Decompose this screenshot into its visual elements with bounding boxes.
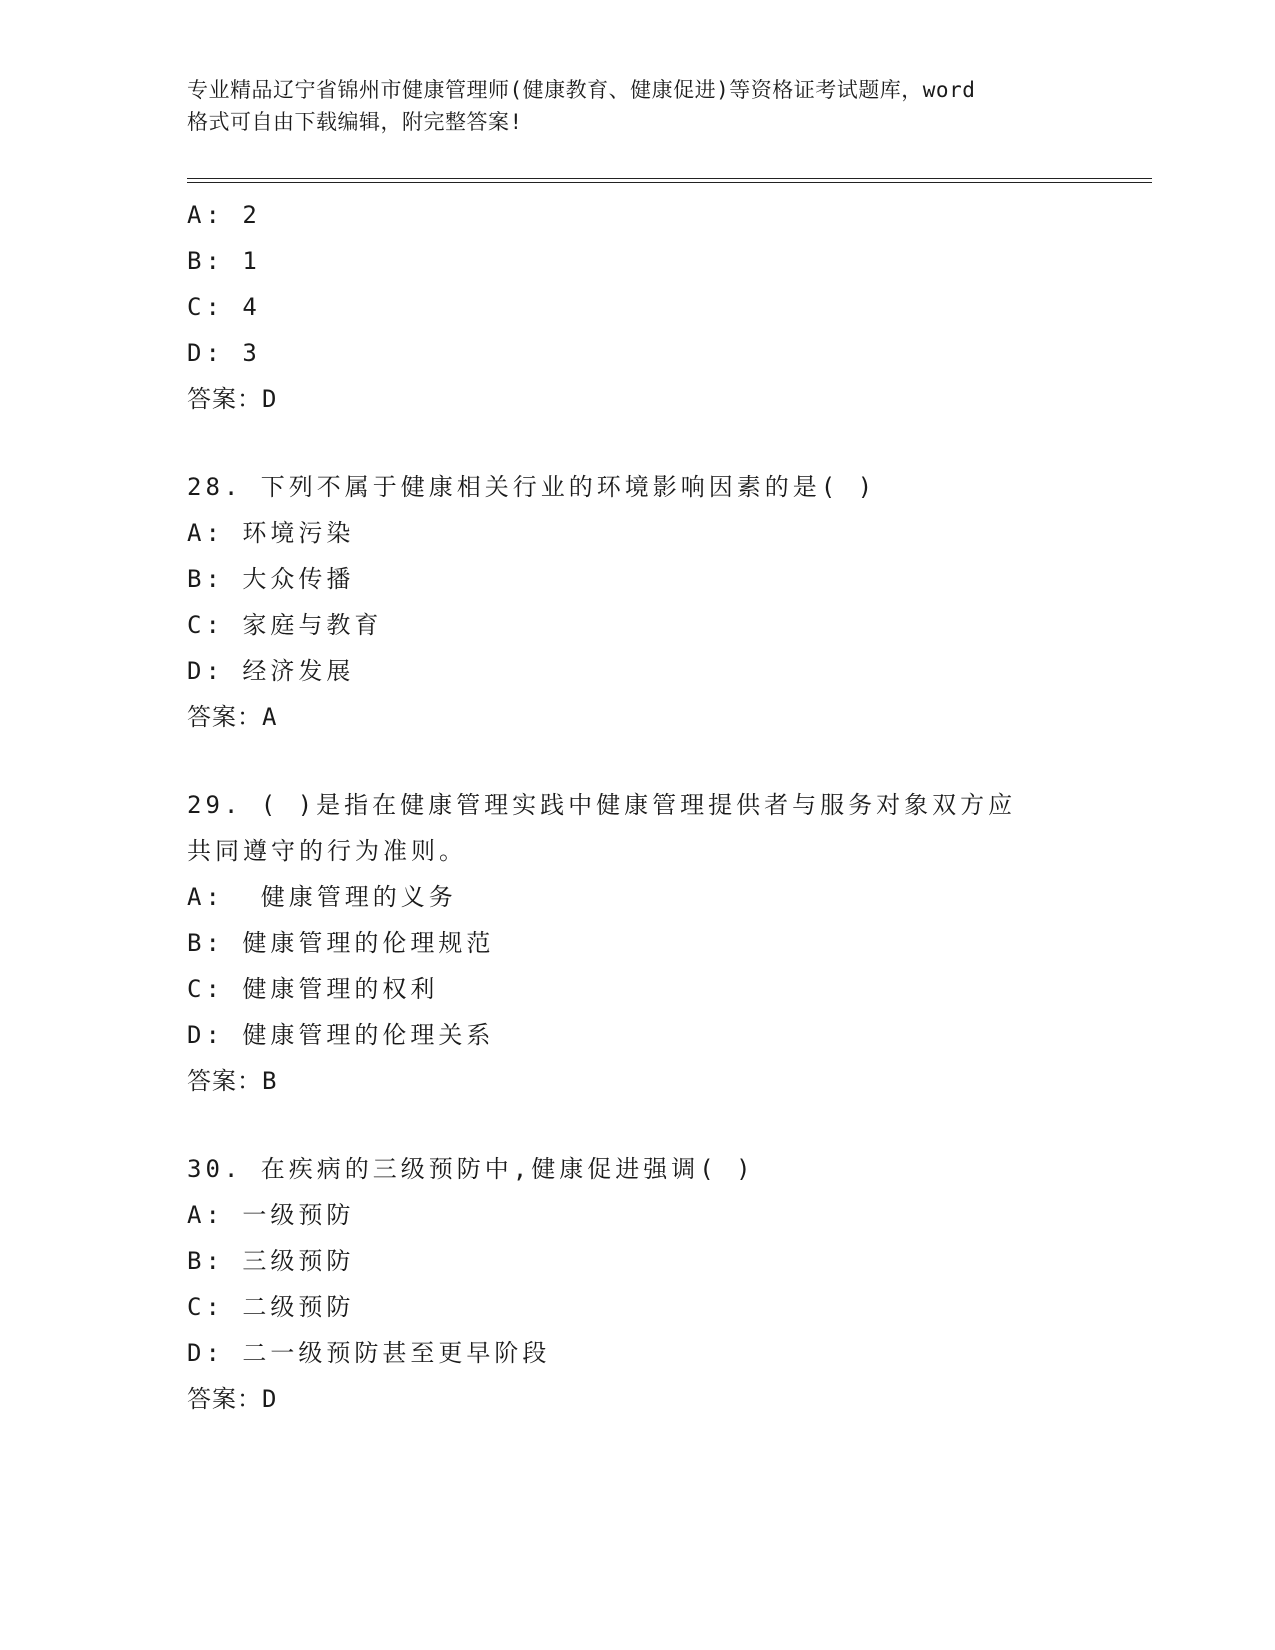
option-b: B: 大众传播 bbox=[187, 565, 355, 593]
document-header bbox=[187, 74, 1087, 138]
option-c: C: 二级预防 bbox=[187, 1293, 355, 1321]
option-a: A: 一级预防 bbox=[187, 1201, 355, 1229]
option-c: C: 家庭与教育 bbox=[187, 611, 383, 639]
question-stem-line-2: 共同遵守的行为准则。 bbox=[187, 837, 467, 865]
spacer bbox=[187, 740, 1087, 782]
option-b: B: 三级预防 bbox=[187, 1247, 355, 1275]
header-rule-bottom bbox=[187, 182, 1152, 183]
header-rule-top bbox=[187, 178, 1152, 179]
spacer bbox=[187, 1104, 1087, 1146]
question-29 bbox=[187, 782, 1087, 1104]
option-d: D: 3 bbox=[187, 339, 261, 367]
question-30 bbox=[187, 1146, 1087, 1422]
question-28 bbox=[187, 464, 1087, 740]
question-stem-line-1: 29. ( )是指在健康管理实践中健康管理提供者与服务对象双方应 bbox=[187, 791, 1017, 819]
option-a: A: 2 bbox=[187, 201, 261, 229]
spacer bbox=[187, 422, 1087, 464]
answer-line: 答案：D bbox=[187, 1385, 278, 1413]
answer-line: 答案：B bbox=[187, 1067, 278, 1095]
option-a: A: 环境污染 bbox=[187, 519, 355, 547]
answer-line: 答案：D bbox=[187, 385, 278, 413]
answer-line: 答案：A bbox=[187, 703, 278, 731]
header-line-1: 专业精品辽宁省锦州市健康管理师(健康教育、健康促进)等资格证考试题库，word bbox=[187, 78, 976, 102]
option-c: C: 4 bbox=[187, 293, 261, 321]
question-27-tail bbox=[187, 192, 1087, 422]
header-line-2: 格式可自由下载编辑，附完整答案! bbox=[187, 110, 523, 134]
option-d: D: 经济发展 bbox=[187, 657, 355, 685]
option-d: D: 二一级预防甚至更早阶段 bbox=[187, 1339, 551, 1367]
option-c: C: 健康管理的权利 bbox=[187, 975, 439, 1003]
question-stem: 30. 在疾病的三级预防中,健康促进强调( ) bbox=[187, 1155, 755, 1183]
option-b: B: 1 bbox=[187, 247, 261, 275]
option-d: D: 健康管理的伦理关系 bbox=[187, 1021, 495, 1049]
question-list bbox=[187, 192, 1087, 1422]
option-a: A: 健康管理的义务 bbox=[187, 883, 457, 911]
question-stem: 28. 下列不属于健康相关行业的环境影响因素的是( ) bbox=[187, 473, 877, 501]
option-b: B: 健康管理的伦理规范 bbox=[187, 929, 495, 957]
